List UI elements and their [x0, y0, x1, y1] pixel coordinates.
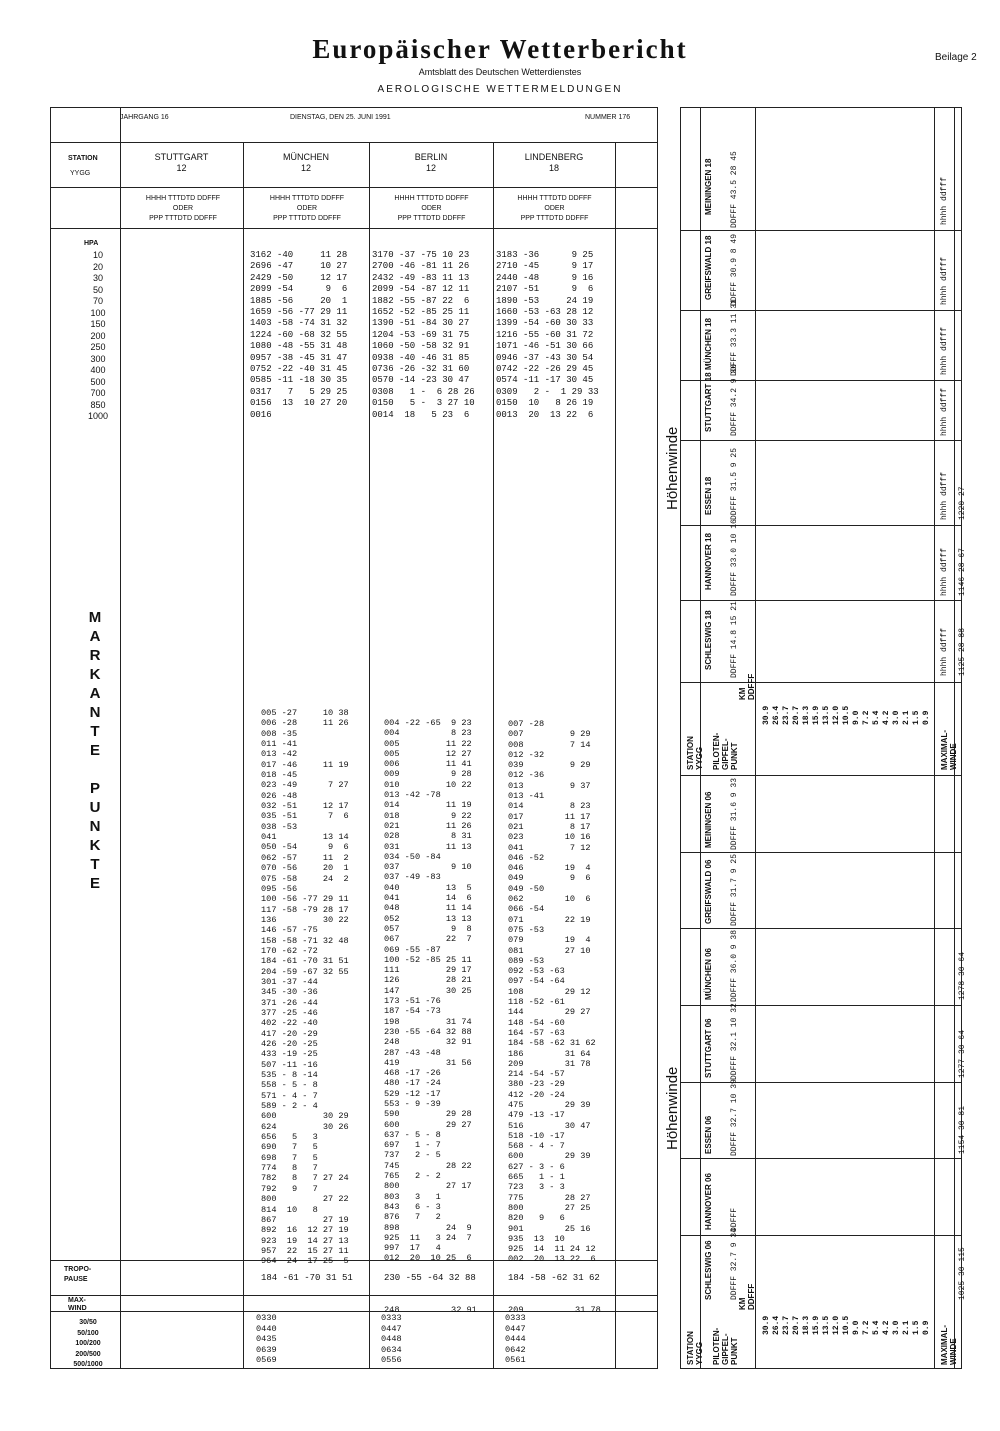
colhdr-line: PPP TTTDTD DDFFF	[149, 215, 217, 222]
bs-station: HANNOVER 06	[704, 1173, 713, 1230]
station-time: 12	[425, 163, 436, 173]
level: 250	[90, 342, 106, 352]
layer-label: 50/100	[77, 1329, 99, 1337]
level: 30	[92, 273, 103, 283]
mk-letter	[80, 760, 110, 779]
km: 2.1	[902, 710, 911, 725]
mk-letter: N	[89, 818, 101, 835]
ddfff: ddfff	[940, 326, 949, 351]
mk-letter: T	[90, 723, 100, 740]
max-bottom: 1277 30 64	[958, 1029, 967, 1078]
km: 20.7	[792, 1315, 801, 1335]
max-bottom: 1278 30 64	[958, 951, 967, 1000]
km: 18.3	[802, 1315, 811, 1335]
km: 10.5	[842, 1315, 851, 1335]
hhhh-ddfff-label	[940, 628, 949, 676]
hhhh-ddfff-label	[940, 388, 949, 436]
yygg-label: YYGG	[70, 170, 91, 177]
mk-letter: A	[89, 685, 101, 702]
tropo-lindenberg: 184 -58 -62 31 62	[508, 1273, 600, 1283]
km: 13.5	[822, 705, 831, 725]
ddfff: ddfff	[940, 471, 949, 496]
station-label: STATION	[68, 155, 98, 162]
hhhh: hhhh	[940, 205, 949, 225]
colhdr-line: ODER	[544, 205, 565, 212]
colhdr-line: HHHH TTTDTD DDFFF	[145, 195, 221, 202]
layer-label: 100/200	[75, 1340, 101, 1347]
km: 13.5	[822, 1315, 831, 1335]
mk-letter: P	[89, 780, 100, 797]
km: 5.4	[872, 1320, 881, 1335]
bs-ddfff: DDFFF 36.0 9 38	[730, 929, 739, 1002]
km: 9.0	[852, 1320, 861, 1335]
km: 0.9	[922, 1320, 931, 1335]
km: 5.4	[872, 710, 881, 725]
hhhh-ddfff-label	[940, 257, 949, 305]
level: 10	[92, 250, 103, 260]
top-km: KM DDFFF	[738, 673, 756, 700]
level: 20	[92, 261, 103, 272]
layers-lindenberg: 0333 0447 0444 0642 0561	[505, 1313, 526, 1365]
issue-date: DIENSTAG, DEN 25. JUNI 1991	[290, 114, 391, 121]
bs-station: STUTTGART 06	[704, 1018, 713, 1078]
colhdr-lindenberg	[495, 194, 614, 224]
bs-station: MEININGEN 06	[704, 791, 713, 848]
hhhh: hhhh	[940, 416, 949, 436]
max-top: 1125 28 88	[958, 627, 967, 676]
level: 850	[90, 399, 106, 410]
station-time: 12	[300, 163, 311, 173]
hoehenwinde-title-top: Höhenwinde	[664, 426, 681, 510]
mk-letter: R	[89, 647, 101, 664]
level: 400	[90, 365, 106, 375]
layer-label: 30/50	[79, 1319, 97, 1326]
ddfff: ddfff	[940, 627, 949, 652]
km: 23.7	[782, 1315, 791, 1335]
km: 7.2	[862, 710, 871, 725]
maxwind-label-top: MAXIMAL- WINDE	[940, 730, 958, 770]
ddfff: ddfff	[940, 176, 949, 201]
hhhh: hhhh	[940, 285, 949, 305]
bs-station: MÜNCHEN 06	[704, 947, 713, 1000]
bs-ddfff: DDFFF 31.6 9 33	[730, 777, 739, 850]
colhdr-line: ODER	[172, 205, 194, 212]
colhdr-muenchen	[246, 194, 368, 224]
ts-station: MÜNCHEN 18	[704, 317, 713, 370]
colhdr-line: ODER	[421, 205, 442, 212]
mk-letter: T	[90, 856, 100, 873]
ts-ddfff: DDFFF 31.5 9 25	[730, 447, 739, 520]
hhhh-ddfff-label	[940, 327, 949, 375]
max-top: 1220 27	[958, 486, 967, 520]
hhhh-ddfff-label	[940, 177, 949, 225]
ts-ddfff: DDFFF 30.9 8 49	[730, 233, 739, 306]
mk-letter: E	[89, 875, 100, 892]
bottom-km: KM DDFFF	[738, 1283, 756, 1310]
layer-labels	[58, 1318, 118, 1371]
km-values-bottom	[760, 1290, 930, 1370]
colhdr-berlin	[371, 194, 492, 224]
hhhh: hhhh	[940, 500, 949, 520]
ts-station: ESSEN 18	[704, 476, 713, 515]
ts-ddfff: DDFFF 33.3 11 31	[730, 299, 739, 376]
maxwind-berlin: 248 32 91	[384, 1305, 477, 1315]
section-title: AEROLOGISCHE WETTERMELDUNGEN	[377, 84, 623, 95]
ddfff: ddfff	[940, 387, 949, 412]
km: 30.9	[762, 1315, 771, 1335]
station-time: 18	[548, 163, 559, 173]
level: 1000	[87, 411, 109, 421]
level: 300	[90, 353, 106, 364]
top-pilot: PILOTEN- GIPFEL- PUNKT	[712, 732, 739, 770]
bs-station: GREIFSWALD 06	[704, 859, 713, 924]
bottom-pilot: PILOTEN- GIPFEL- PUNKT	[712, 1327, 739, 1365]
mk-letter: M	[88, 609, 102, 626]
km: 23.7	[782, 705, 791, 725]
ddfff: ddfff	[940, 256, 949, 281]
km: 20.7	[792, 705, 801, 725]
mk-letter: K	[89, 837, 101, 854]
report-title: Europäischer Wetterbericht	[312, 34, 688, 64]
maxwind-lindenberg: 209 31 78	[508, 1305, 601, 1315]
km: 2.1	[902, 1320, 911, 1335]
tropo-muenchen: 184 -61 -70 31 51	[261, 1273, 353, 1283]
layers-muenchen: 0330 0440 0435 0639 0569	[256, 1313, 277, 1365]
issue-number: NUMMER 176	[585, 114, 631, 121]
maxwind-label: MAX- WIND	[68, 1297, 87, 1312]
km-values-top	[760, 680, 930, 780]
km: 7.2	[862, 1320, 871, 1335]
ts-ddfff: DDFFF 14.8 15 21	[730, 601, 739, 678]
max-bottom: 1154 30 81	[958, 1105, 967, 1154]
colhdr-stuttgart	[124, 194, 242, 224]
station-name: STUTTGART	[154, 152, 209, 162]
bs-ddfff: DDFFF 31.7 9 25	[730, 853, 739, 926]
ts-station: HANNOVER 18	[704, 533, 713, 590]
level: 700	[90, 388, 106, 398]
jahrgang: JAHRGANG 16	[120, 114, 169, 121]
markante-punkte-label	[80, 608, 110, 893]
level: 150	[90, 319, 106, 329]
station-lindenberg	[493, 152, 615, 174]
km: 26.4	[772, 1315, 781, 1335]
km: 30.9	[762, 705, 771, 725]
bs-station: SCHLESWIG 06	[704, 1240, 713, 1300]
tropopause-label: TROPO- PAUSE	[64, 1266, 92, 1283]
hhhh-ddfff-label	[940, 548, 949, 596]
level: 500	[90, 376, 106, 387]
sig-muenchen: 005 -27 10 38 006 -28 11 26 008 -35 011 -41 013 -42 017 -46 11 19 018 -45 023 -49 7 27 026 -48 032 -51 12 17 035 -51 7 6 038 -53 041 13 14 050 -54 9 6 062 -57 11 2 070 -56 20 1 075 -58 24 2 095 -56 100 -56 -77 29 11 117 -58 -79 28 17 136 30 22 146 -57 -75 158 -58 -71 32 48 170 -62 -72 184 -61 -70 31 51 204 -59 -67 32 55 301 -37 -44 345 -30 -36 371 -26 -44 377 -25 -46 402 -22 -40 417 -20 -29 426 -20 -25 433 -19 -25 507 -11 -16 535 - 8 -14 558 - 5 - 8 571 - 4 - 7 589 - 2 - 4 600 30 29 624 30 26 656 5 3 690 7 5 698 7 5 774 8 7 782 8 7 27 24 792 9 7 800 27 22 814 10 8 867 27 19 892 16 12 27 19 923 19 14 27 13 957 22 15 27 11 964 24 17 25 5	[261, 708, 349, 1267]
std-lindenberg: 3183 -36 9 25 2710 -45 9 17 2440 -48 9 16 2107 -51 9 6 1890 -53 24 19 1660 -53 -63 28 12 1399 -54 -60 30 33 1216 -55 -60 31 72 1071 -46 -51 30 66 0946 -37 -43 30 54 0742 -22 -26 29 45 0574 -11 -17 30 45 0309 2 - 1 29 33 0150 10 8 26 19 0013 20 13 22 6	[496, 250, 599, 420]
km: 1.5	[912, 710, 921, 725]
hhhh: hhhh	[940, 576, 949, 596]
km: 15.9	[812, 1315, 821, 1335]
km: 3.0	[892, 1320, 901, 1335]
station-name: MÜNCHEN	[283, 152, 329, 162]
km: 4.2	[882, 710, 891, 725]
sig-lindenberg: 007 -28 007 9 29 008 7 14 012 -32 039 9 29 012 -36 013 9 37 013 -41 014 8 23 017 11 17 021 8 17 023 10 16 041 7 12 046 -52 046 19 4 049 9 6 049 -50 062 10 6 066 -54 071 22 19 075 -53 079 19 4 081 27 10 089 -53 092 -53 -63 097 -54 -64 108 29 12 118 -52 -61 144 29 27 148 -54 -60 164 -57 -63 184 -58 -62 31 62 186 31 64 209 31 78 214 -54 -57 380 -23 -29 412 -20 -24 475 29 39 479 -13 -17 516 30 47 518 -10 -17 568 - 4 - 7 600 29 39 627 - 3 - 6 665 1 - 1 723 3 - 3 775 28 27 800 27 25 820 9 6 901 25 16 935 13 10 925 14 11 24 12 002 20 13 22 6	[508, 719, 596, 1265]
km: 12.0	[832, 1315, 841, 1335]
report-subtitle: Amtsblatt des Deutschen Wetterdienstes	[418, 67, 582, 77]
maxwind-label-bottom: MAXIMAL- WINDE	[940, 1325, 958, 1365]
colhdr-line: ODER	[296, 205, 318, 212]
ts-station: GREIFSWALD 18	[704, 235, 713, 300]
mk-letter: U	[89, 799, 101, 816]
station-name: LINDENBERG	[524, 152, 584, 162]
std-muenchen: 3162 -40 11 28 2696 -47 10 27 2429 -50 12 17 2099 -54 9 6 1885 -56 20 1 1659 -56 -77 29 11 1403 -58 -74 31 32 1224 -60 -68 32 55 1080 -48 -55 31 48 0957 -38 -45 31 47 0752 -22 -40 31 45 0585 -11 -18 30 35 0317 7 5 29 25 0156 13 10 27 20 0016	[250, 250, 348, 420]
bs-ddfff: DDFFF	[730, 1207, 739, 1232]
km: 10.5	[842, 705, 851, 725]
hhhh-ddfff-label	[940, 472, 949, 520]
mk-letter: N	[89, 704, 101, 721]
colhdr-line: HHHH TTTDTD DDFFF	[394, 195, 469, 202]
layer-label: 500/1000	[73, 1361, 103, 1368]
km: 0.9	[922, 710, 931, 725]
colhdr-line: PPP TTTDTD DDFFF	[397, 215, 466, 222]
level: 200	[90, 330, 106, 341]
km: 15.9	[812, 705, 821, 725]
mk-letter: K	[89, 666, 101, 683]
km: 18.3	[802, 705, 811, 725]
colhdr-line: PPP TTTDTD DDFFF	[273, 215, 341, 222]
station-muenchen	[243, 152, 369, 174]
ts-station: MEININGEN 18	[704, 158, 713, 215]
ddfff: ddfff	[940, 547, 949, 572]
ts-ddfff: DDFFF 33.0 10 16	[730, 519, 739, 596]
km: 1.5	[912, 1320, 921, 1335]
ts-ddfff: DDFFF 34.2 9 30	[730, 363, 739, 436]
km: 3.0	[892, 710, 901, 725]
mk-letter: A	[89, 628, 101, 645]
station-name: BERLIN	[414, 152, 448, 162]
hhhh: hhhh	[940, 355, 949, 375]
km: 12.0	[832, 705, 841, 725]
supplement-label: Beilage 2	[935, 52, 977, 63]
bs-ddfff: DDFFF 32.1 10 32	[730, 1003, 739, 1080]
hpa-label: HPA	[84, 240, 99, 247]
bs-ddfff: DDFFF 32.7 10 39	[730, 1079, 739, 1156]
colhdr-line: HHHH TTTDTD DDFFF	[517, 195, 592, 202]
level: 50	[92, 284, 103, 295]
layers-berlin: 0333 0447 0448 0634 0556	[381, 1313, 402, 1365]
pressure-levels	[78, 250, 118, 423]
ts-ddfff: DDFFF 43.5 28 45	[730, 151, 739, 228]
level: 70	[92, 296, 103, 306]
bs-station: ESSEN 06	[704, 1115, 713, 1154]
layer-label: 200/500	[75, 1350, 101, 1358]
max-bottom: 1025 30 115	[958, 1247, 967, 1300]
colhdr-line: PPP TTTDTD DDFFF	[520, 215, 589, 222]
ts-station: STUTTGART 18	[704, 372, 713, 432]
km: 9.0	[852, 710, 861, 725]
ts-station: SCHLESWIG 18	[704, 610, 713, 670]
bottom-yygg: STATION YYGG	[686, 1331, 704, 1365]
hhhh: hhhh	[940, 656, 949, 676]
top-yygg: STATION YYGG	[686, 736, 704, 770]
bs-ddfff: DDFFF 32.7 9 34	[730, 1227, 739, 1300]
km: 26.4	[772, 705, 781, 725]
colhdr-line: HHHH TTTDTD DDFFF	[269, 195, 345, 202]
station-stuttgart	[120, 152, 243, 174]
tropo-berlin: 230 -55 -64 32 88	[384, 1273, 476, 1283]
station-time: 12	[176, 163, 187, 173]
std-berlin: 3170 -37 -75 10 23 2700 -46 -81 11 26 2432 -49 -83 11 13 2099 -54 -87 12 11 1882 -55 -87 22 6 1652 -52 -85 25 11 1390 -51 -84 30 27 1204 -53 -69 31 75 1060 -50 -58 32 91 0938 -40 -46 31 85 0736 -26 -32 31 60 0570 -14 -23 30 47 0308 1 - 6 28 26 0150 5 - 3 27 10 0014 18 5 23 6	[372, 250, 475, 420]
sig-berlin: 004 -22 -65 9 23 004 8 23 005 11 22 005 12 27 006 11 41 009 9 28 010 10 22 013 -42 -78 014 11 19 018 9 22 021 11 26 028 8 31 031 11 13 034 -50 -84 037 9 10 037 -49 -83 040 13 5 041 14 6 048 11 14 052 13 13 057 9 8 067 22 7 069 -55 -87 100 -52 -85 25 11 111 29 17 126 28 21 147 30 25 173 -51 -76 187 -54 -73 198 31 74 230 -55 -64 32 88 248 32 91 287 -43 -48 419 31 56 468 -17 -26 480 -17 -24 529 -12 -17 553 - 9 -39 590 29 28 600 29 27 637 - 5 - 8 697 1 - 7 737 2 - 5 745 28 22 765 2 - 2 800 27 17 803 3 1 843 6 - 3 876 7 2 898 24 9 925 11 3 24 7 997 17 4 012 20 10 25 6	[384, 718, 472, 1264]
station-berlin	[369, 152, 493, 174]
km: 4.2	[882, 1320, 891, 1335]
mk-letter: E	[89, 742, 100, 759]
level: 100	[90, 307, 106, 318]
hoehenwinde-title-bottom: Höhenwinde	[664, 1066, 681, 1150]
max-top: 1146 28 67	[958, 547, 967, 596]
